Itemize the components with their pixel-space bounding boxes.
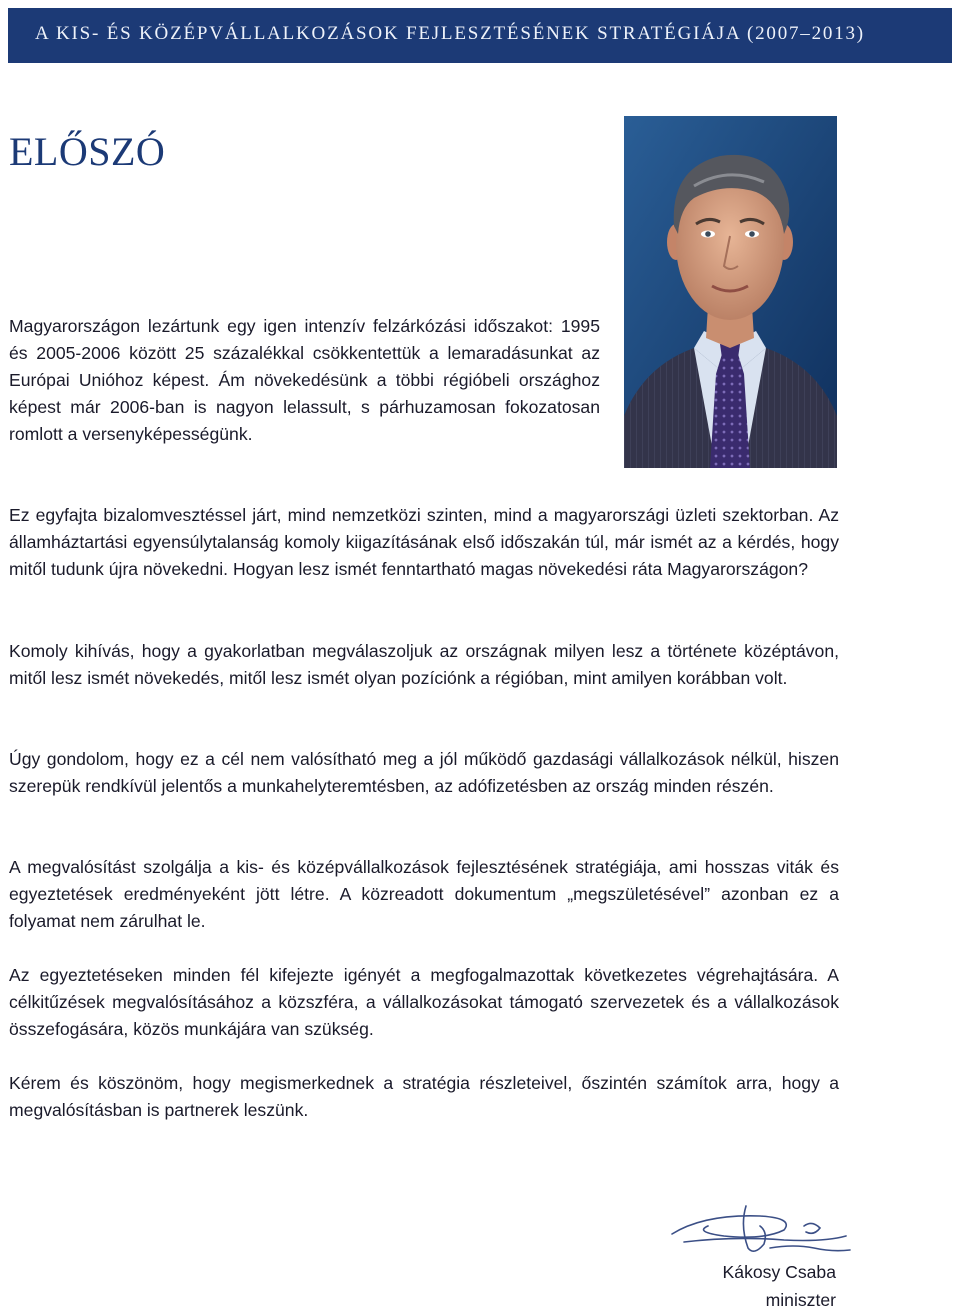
paragraph-6: Az egyeztetéseken minden fél kifejezte igényét a megfogalmazottak következetes végrehajtására. A célkitűzések megvalósításához a közszféra, a vállalkozásokat támogató szervezetek és a vállalkozások összefogására, közös munkájára van szükség. [9,965,839,1039]
page-title: ELŐSZÓ [9,129,166,174]
paragraph-7: Kérem és köszönöm, hogy megismerkednek a stratégia részleteivel, őszintén számítok arra, hogy a megvalósításban is partnerek leszünk. [9,1073,839,1120]
signer-name: Kákosy Csaba [722,1262,836,1282]
paragraph-1: Magyarországon lezártunk egy igen intenzív felzárkózási időszakot: 1995 és 2005-2006 között 25 százalékkal csökkentettük a lemaradásunkat az Európai Unióhoz képest. Ám növekedésünk a többi régióbeli országhoz képest már 2006-ban is nagyon lelassult, s párhuzamosan fokozatosan romlott a versenyképességünk. [9,316,600,444]
header-banner [8,8,952,63]
header-title: A KIS- ÉS KÖZÉPVÁLLALKOZÁSOK FEJLESZTÉSÉNEK STRATÉGIÁJA (2007–2013) [35,23,865,44]
author-portrait [624,116,837,468]
paragraph-4: Úgy gondolom, hogy ez a cél nem valósítható meg a jól működő gazdasági vállalkozások nélkül, hiszen szerepük rendkívül jelentős a munkahelyteremtésben, az adófizetésben az ország minden részén. [9,749,839,796]
paragraph-2: Ez egyfajta bizalomvesztéssel járt, mind nemzetközi szinten, mind a magyarországi üzleti szektorban. Az államháztartási egyensúlytalanság komoly kiigazításának első időszakán túl, már ismét az a kérdés, hogy mitől tudunk újra növekedni. Hogyan lesz ismét fenntartható magas növekedési ráta Magyarországon? [9,505,839,579]
signer-title: miniszter [765,1290,836,1310]
paragraph-3: Komoly kihívás, hogy a gyakorlatban megválaszoljuk az országnak milyen lesz a története középtávon, mitől lesz ismét növekedés, mitől lesz ismét olyan pozíciónk a régióban, mint amilyen korábban volt. [9,641,839,688]
paragraph-5: A megvalósítást szolgálja a kis- és középvállalkozások fejlesztésének stratégiája, ami hosszas viták és egyeztetések eredményeként jött létre. A közreadott dokumentum „megszületésével” azonban ez a folyamat nem zárulhat le. [9,857,839,931]
handwritten-signature [664,1196,854,1268]
